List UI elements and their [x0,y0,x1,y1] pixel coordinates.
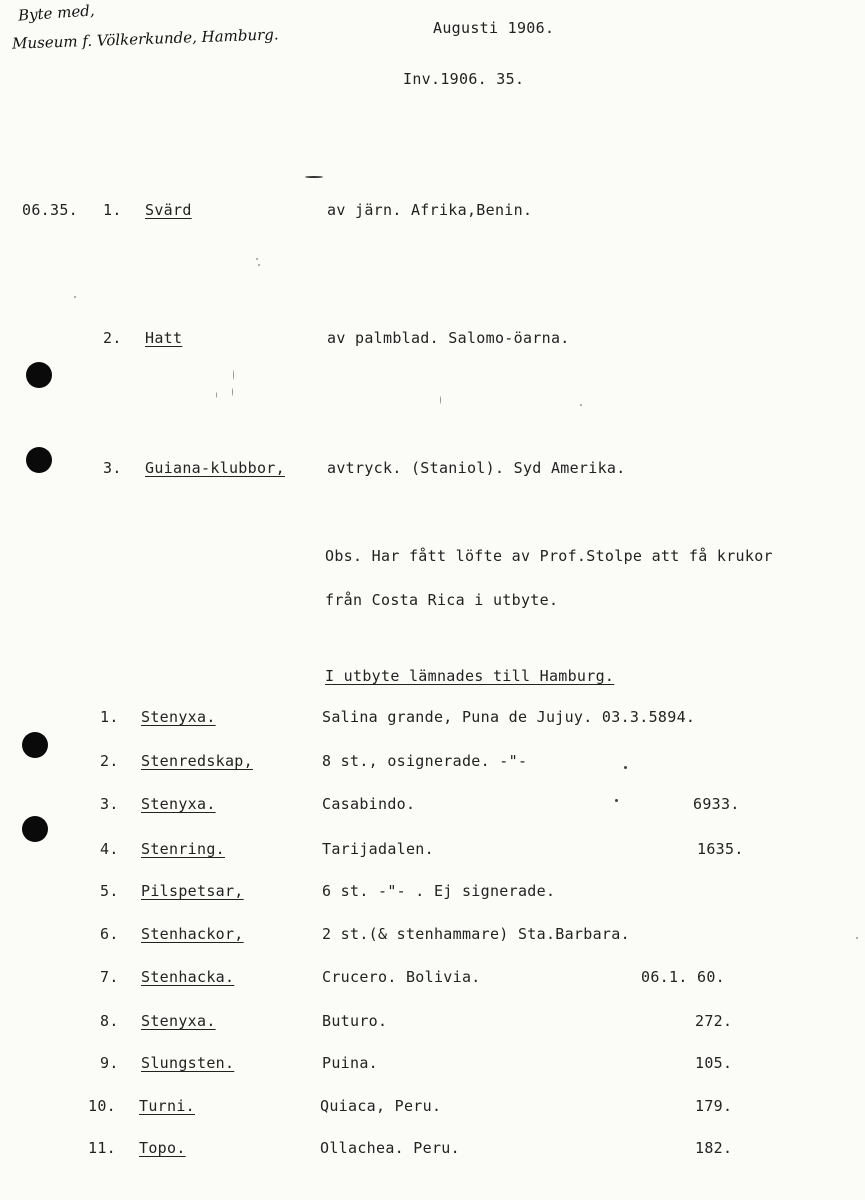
list-item-description: Puina. [322,1054,378,1072]
list-item-name: Stenyxa. [141,708,216,726]
exchange-heading: I utbyte lämnades till Hamburg. [325,667,615,685]
list-item-description: Quiaca, Peru. [320,1097,442,1115]
list-item-reference: 182. [695,1139,733,1157]
list-item-description: 8 st., osignerade. -"- [322,752,528,770]
list-item-reference: 179. [695,1097,733,1115]
list-item-name: Stenyxa. [141,1012,216,1030]
list-item-name: Stenhacka. [141,968,235,986]
list-item-reference: 272. [695,1012,733,1030]
entry-description: av palmblad. Salomo-öarna. [327,329,570,347]
list-item-name: Stenhackor, [141,925,244,943]
handwritten-line-1: Byte med, [17,1,96,25]
list-item-description: Salina grande, Puna de Jujuy. 03.3.5894. [322,708,696,726]
list-item-number: 2. [100,752,119,770]
list-item-name: Slungsten. [141,1054,235,1072]
list-item-number: 3. [100,795,119,813]
list-item-description: Tarijadalen. [322,840,434,858]
list-item-number: 4. [100,840,119,858]
list-item-reference: 06.1. 60. [641,968,725,986]
list-item-reference: 105. [695,1054,733,1072]
entry-name: Svärd [145,201,192,219]
list-item-number: 6. [100,925,119,943]
inventory-number: Inv.1906. 35. [403,70,525,88]
note-line-2: från Costa Rica i utbyte. [325,591,559,609]
punch-hole [22,732,48,758]
list-item-description: 6 st. -"- . Ej signerade. [322,882,556,900]
entry-number: 2. [103,329,122,347]
list-item-description: Crucero. Bolivia. [322,968,481,986]
list-item-reference: 6933. [693,795,740,813]
list-item-description: Casabindo. [322,795,416,813]
list-item-name: Stenyxa. [141,795,216,813]
entry-prefix: 06.35. [22,201,78,219]
handwritten-line-2: Museum f. Völkerkunde, Hamburg. [11,25,279,53]
list-item-description: 2 st.(& stenhammare) Sta.Barbara. [322,925,630,943]
document-date: Augusti 1906. [433,19,555,37]
entry-description: avtryck. (Staniol). Syd Amerika. [327,459,626,477]
entry-number: 1. [103,201,122,219]
note-line-1: Obs. Har fått löfte av Prof.Stolpe att få krukor [325,547,773,565]
list-item-description: Buturo. [322,1012,388,1030]
list-item-number: 9. [100,1054,119,1072]
punch-hole [22,816,48,842]
list-item-reference: 1635. [697,840,744,858]
list-item-name: Stenredskap, [141,752,253,770]
list-item-number: 1. [100,708,119,726]
list-item-name: Pilspetsar, [141,882,244,900]
list-item-number: 10. [88,1097,116,1115]
entry-name: Guiana-klubbor, [145,459,285,477]
list-item-name: Stenring. [141,840,225,858]
punch-hole [26,447,52,473]
entry-name: Hatt [145,329,183,347]
list-item-number: 8. [100,1012,119,1030]
list-item-number: 11. [88,1139,116,1157]
list-item-number: 5. [100,882,119,900]
list-item-number: 7. [100,968,119,986]
entry-description: av järn. Afrika,Benin. [327,201,533,219]
entry-number: 3. [103,459,122,477]
list-item-description: Ollachea. Peru. [320,1139,460,1157]
punch-hole [26,362,52,388]
list-item-name: Topo. [139,1139,186,1157]
list-item-name: Turni. [139,1097,195,1115]
